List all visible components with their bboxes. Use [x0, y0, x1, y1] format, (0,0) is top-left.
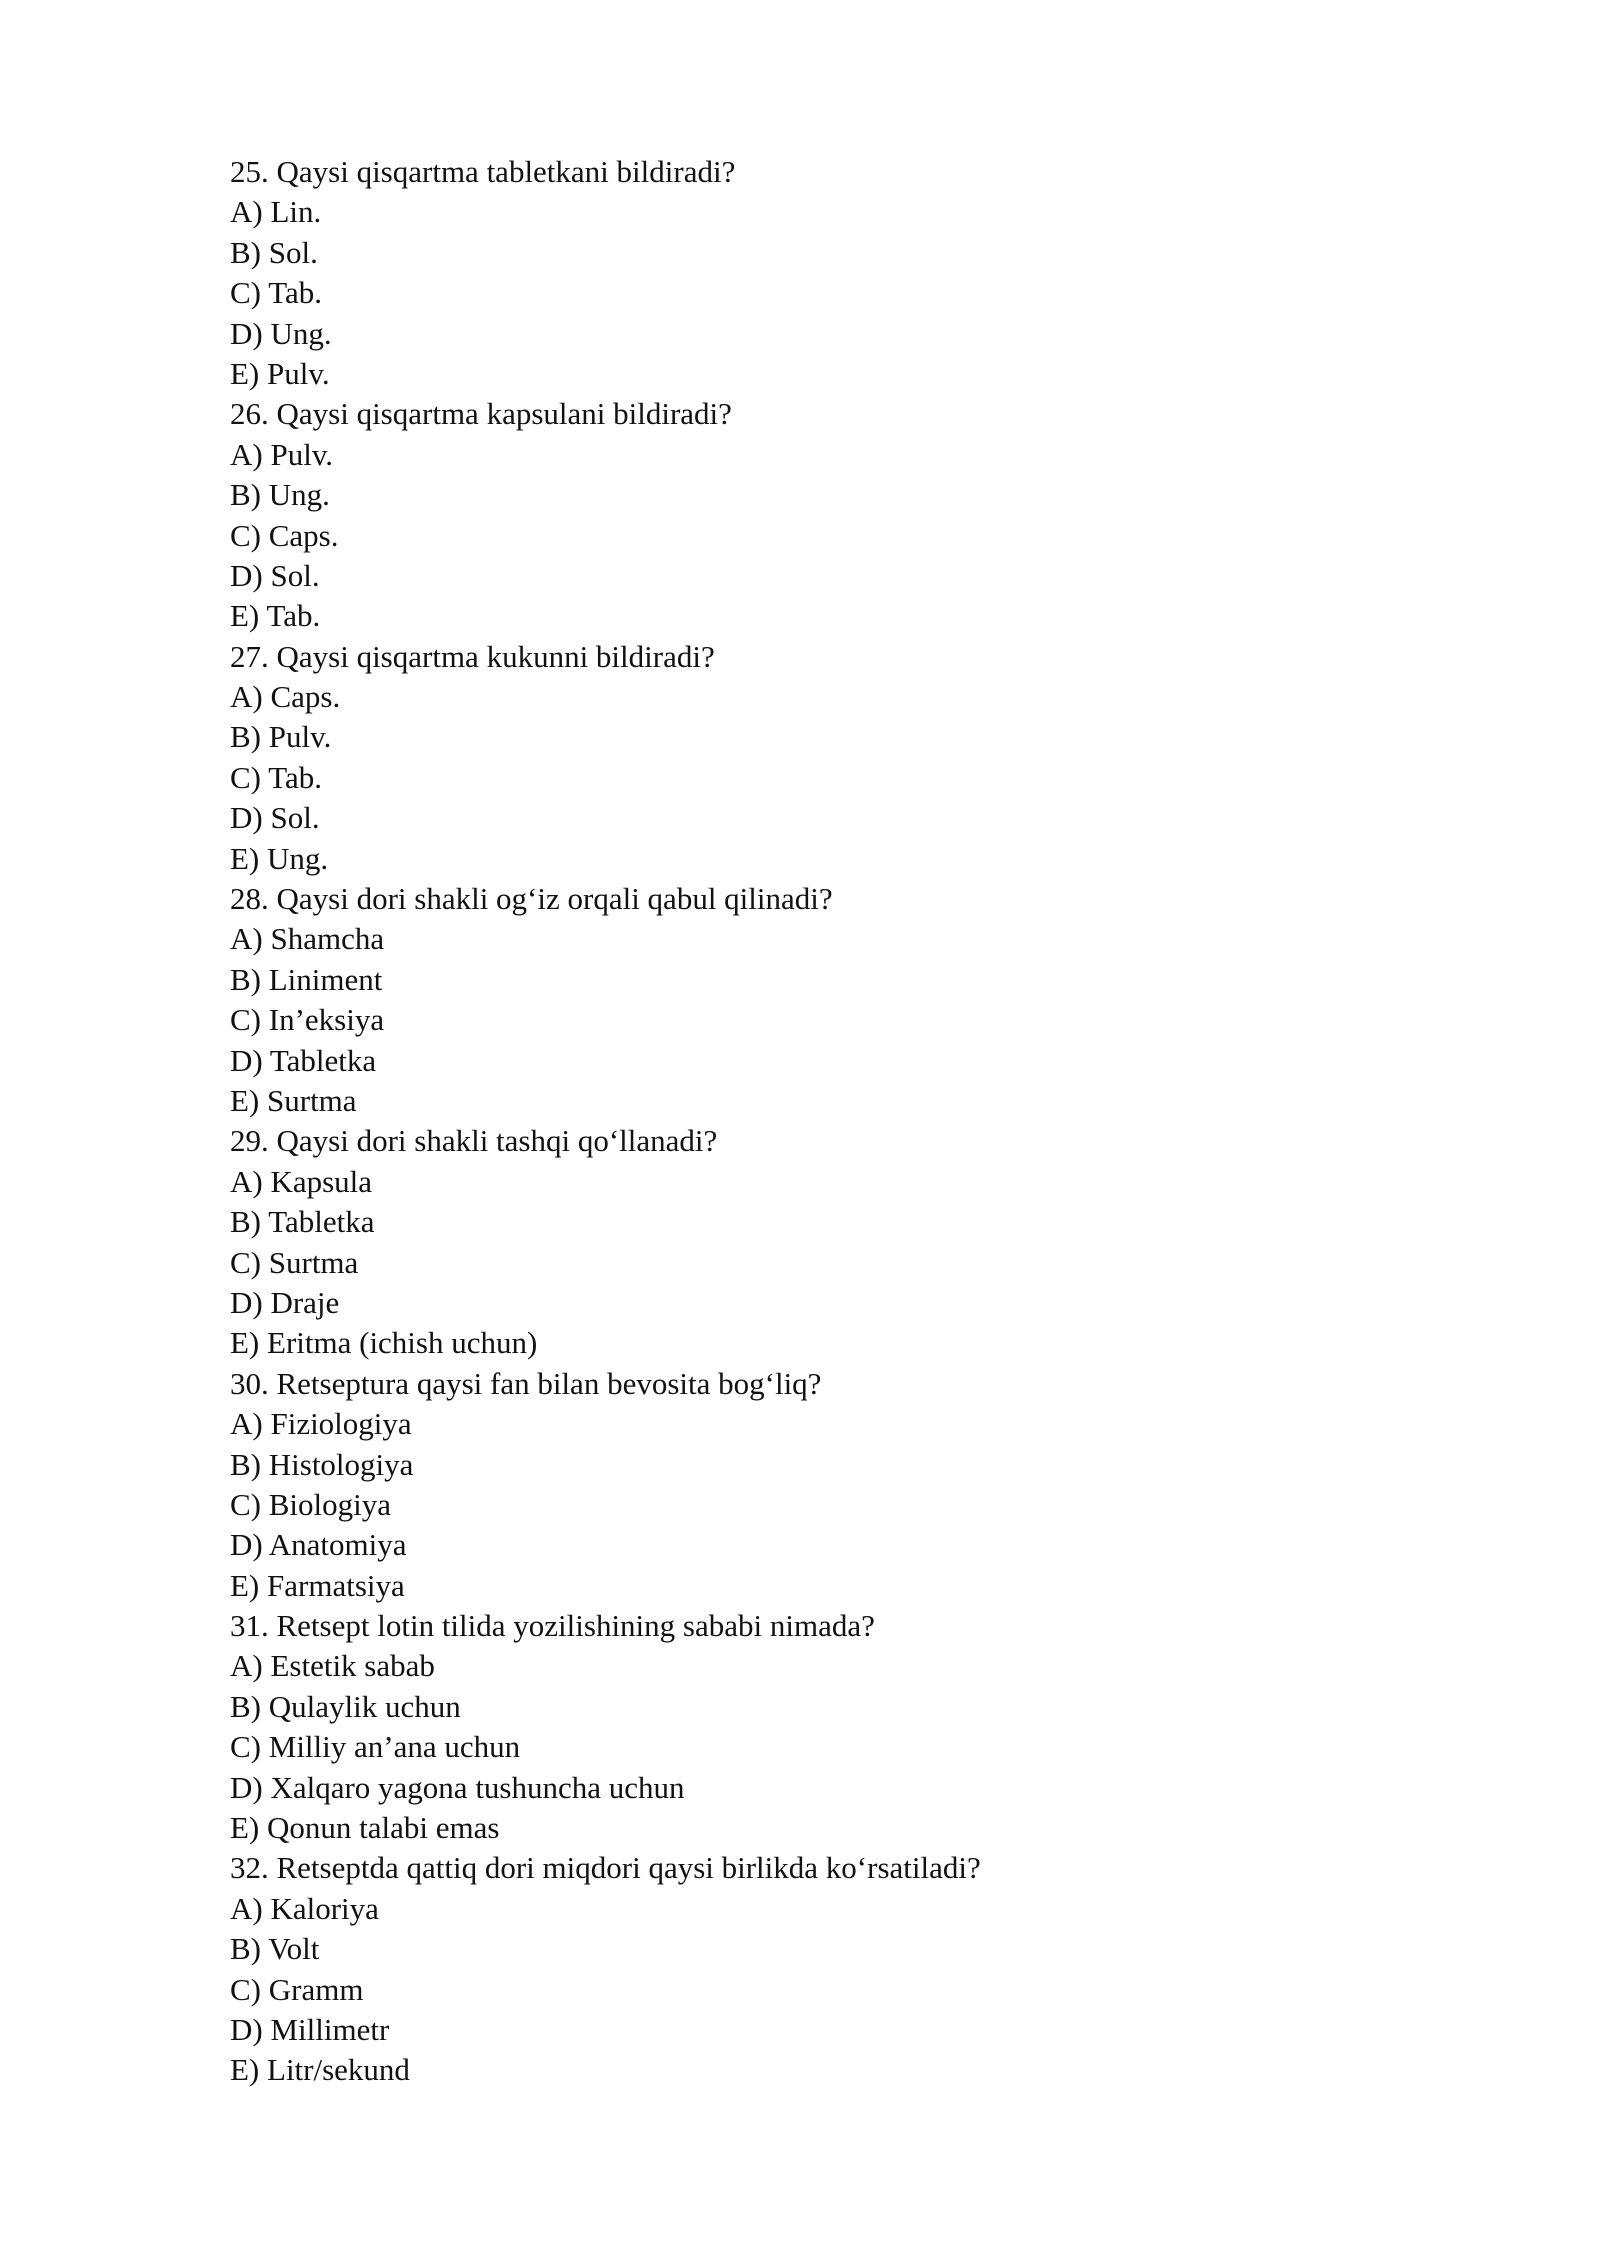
answer-option: E) Pulv. — [230, 355, 330, 391]
question-text: 31. Retsept lotin tilida yozilishining sababi nimada? — [230, 1608, 875, 1644]
answer-option: E) Eritma (ichish uchun) — [230, 1325, 538, 1361]
question-block — [230, 394, 1410, 636]
answer-option: B) Volt — [230, 1931, 320, 1967]
question-block — [230, 1606, 1410, 1848]
answer-option: A) Pulv. — [230, 436, 334, 472]
answer-option: C) Tab. — [230, 759, 322, 795]
question-text: 28. Qaysi dori shakli og‘iz orqali qabul qilinadi? — [230, 881, 833, 917]
answer-option: A) Fiziologiya — [230, 1406, 412, 1442]
question-list — [230, 152, 1410, 2091]
answer-option: A) Kaloriya — [230, 1890, 379, 1926]
question-text: 32. Retseptda qattiq dori miqdori qaysi birlikda ko‘rsatiladi? — [230, 1850, 981, 1886]
question-block — [230, 637, 1410, 879]
answer-option: E) Surtma — [230, 1082, 357, 1118]
answer-option: D) Sol. — [230, 800, 320, 836]
answer-option: B) Ung. — [230, 477, 330, 513]
answer-option: C) Milliy an’ana uchun — [230, 1729, 521, 1765]
answer-option: B) Qulaylik uchun — [230, 1688, 461, 1724]
answer-option: D) Millimetr — [230, 2011, 390, 2047]
answer-option: C) Tab. — [230, 275, 322, 311]
answer-option: D) Sol. — [230, 557, 320, 593]
answer-option: A) Caps. — [230, 679, 341, 715]
answer-option: B) Liniment — [230, 961, 383, 997]
answer-option: A) Shamcha — [230, 921, 385, 957]
question-text: 27. Qaysi qisqartma kukunni bildiradi? — [230, 638, 715, 674]
question-block — [230, 1848, 1410, 2090]
answer-option: A) Estetik sabab — [230, 1648, 435, 1684]
answer-option: D) Tabletka — [230, 1042, 377, 1078]
question-block — [230, 152, 1410, 394]
answer-option: C) Surtma — [230, 1244, 359, 1280]
answer-option: E) Farmatsiya — [230, 1567, 405, 1603]
question-block — [230, 1364, 1410, 1606]
question-text: 30. Retseptura qaysi fan bilan bevosita bog‘liq? — [230, 1365, 822, 1401]
answer-option: B) Sol. — [230, 234, 318, 270]
answer-option: A) Kapsula — [230, 1163, 373, 1199]
answer-option: D) Anatomiya — [230, 1527, 407, 1563]
question-text: 26. Qaysi qisqartma kapsulani bildiradi? — [230, 396, 732, 432]
answer-option: E) Litr/sekund — [230, 2052, 410, 2088]
answer-option: B) Pulv. — [230, 719, 332, 755]
answer-option: D) Ung. — [230, 315, 332, 351]
answer-option: E) Ung. — [230, 840, 329, 876]
answer-option: A) Lin. — [230, 194, 322, 230]
question-block — [230, 879, 1410, 1121]
answer-option: C) Gramm — [230, 1971, 364, 2007]
answer-option: B) Histologiya — [230, 1446, 414, 1482]
answer-option: B) Tabletka — [230, 1204, 375, 1240]
answer-option: C) Caps. — [230, 517, 339, 553]
question-text: 25. Qaysi qisqartma tabletkani bildiradi? — [230, 154, 736, 189]
answer-option: C) Biologiya — [230, 1486, 392, 1522]
question-block — [230, 1121, 1410, 1363]
question-text: 29. Qaysi dori shakli tashqi qo‘llanadi? — [230, 1123, 718, 1159]
answer-option: D) Xalqaro yagona tushuncha uchun — [230, 1769, 685, 1805]
answer-option: E) Qonun talabi emas — [230, 1810, 500, 1846]
answer-option: E) Tab. — [230, 598, 321, 634]
answer-option: C) In’eksiya — [230, 1002, 385, 1038]
answer-option: D) Draje — [230, 1284, 340, 1320]
